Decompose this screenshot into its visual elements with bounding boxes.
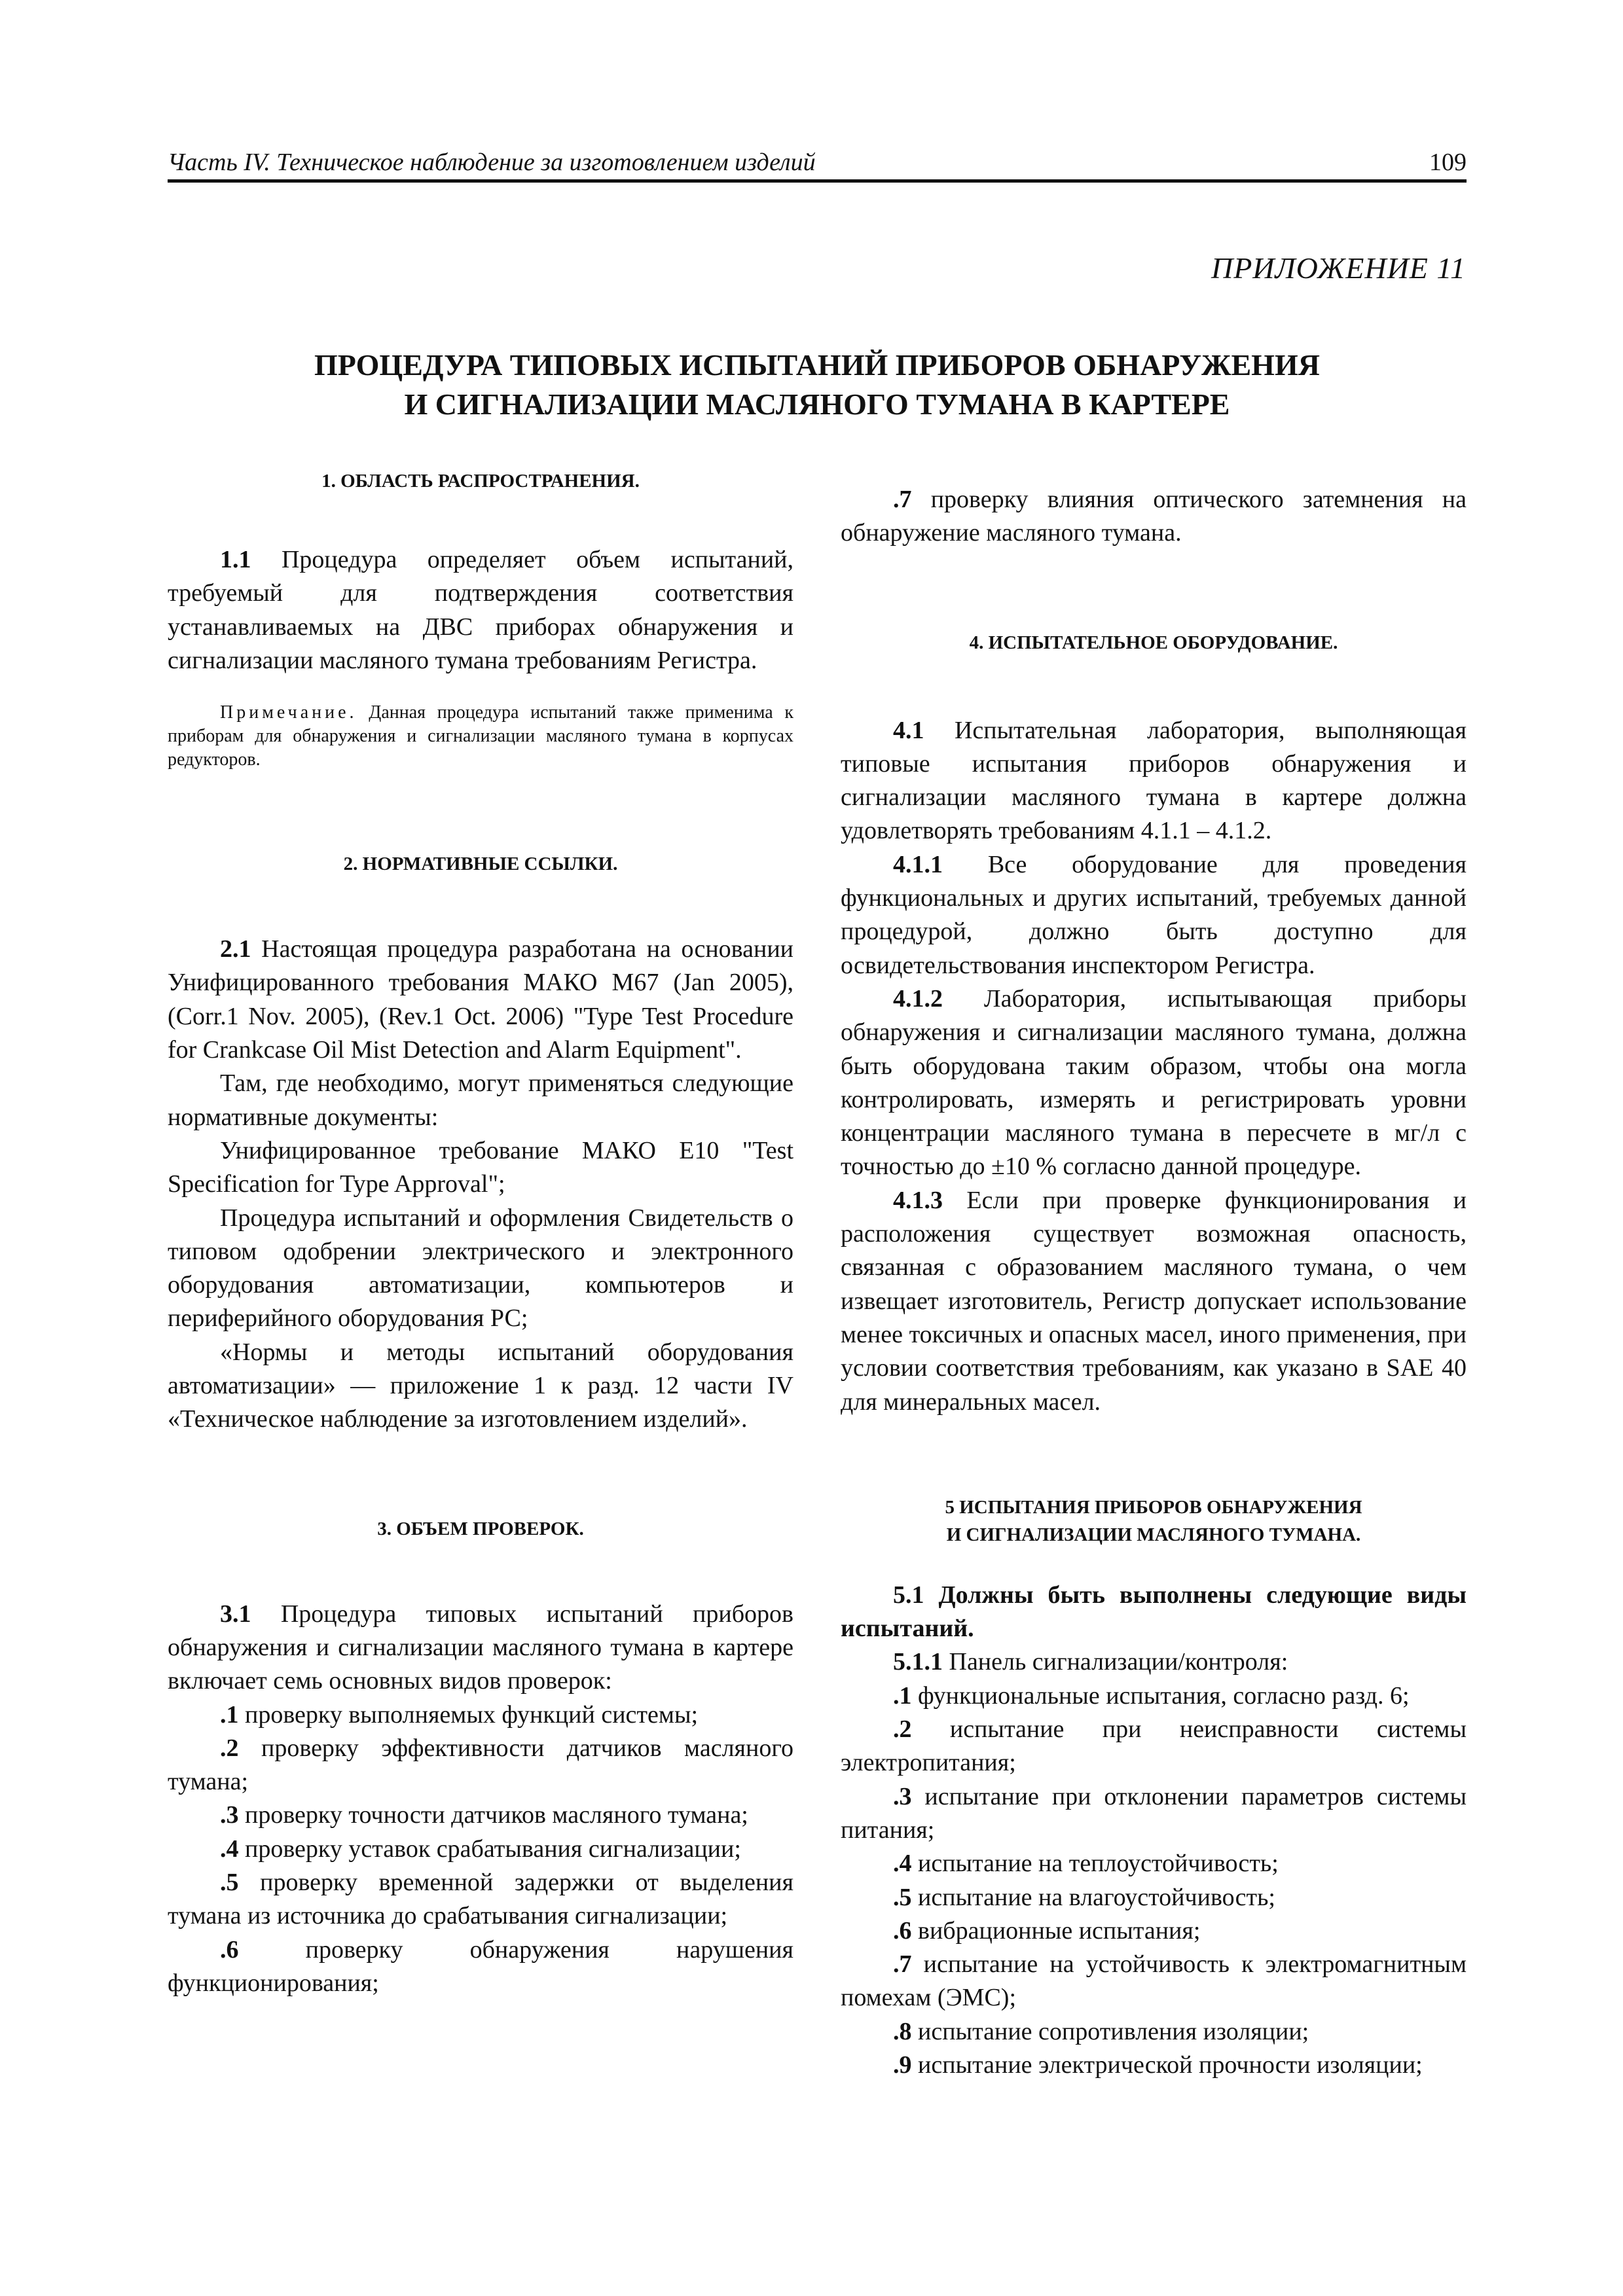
right-column — [841, 483, 1467, 2082]
section-5-heading-line-1: 5 ИСПЫТАНИЯ ПРИБОРОВ ОБНАРУЖЕНИЯ — [945, 1496, 1362, 1518]
section-5-heading-line-2: И СИГНАЛИЗАЦИИ МАСЛЯНОГО ТУМАНА. — [946, 1524, 1361, 1545]
paragraph-2-5: «Нормы и методы испытаний оборудования автоматизации» — приложение 1 к разд. 12 части IV «Техническое наблюдение за изготовлением изделий». — [168, 1338, 793, 1433]
item-text: проверку эффективности датчиков масляного тумана; — [168, 1734, 793, 1796]
paragraph-2-3: Унифицированное требование МАКО Е10 "Test Specification for Type Approval"; — [168, 1136, 793, 1198]
item-text: проверку точности датчиков масляного тумана; — [238, 1801, 748, 1829]
list-item — [841, 2015, 1467, 2049]
list-item — [168, 1698, 793, 1732]
item-number: .2 — [893, 1715, 912, 1744]
section-5-heading — [841, 1494, 1467, 1549]
paragraph-text: Панель сигнализации/контроля: — [943, 1648, 1288, 1676]
list-item — [168, 1866, 793, 1933]
paragraph-text: проверку влияния оптического затемнения на обнаружение масляного тумана. — [841, 486, 1467, 547]
list-item — [841, 1914, 1467, 1948]
paragraph-1-1 — [168, 543, 793, 677]
list-item — [841, 1713, 1467, 1780]
paragraph-4-1-1 — [841, 848, 1467, 982]
item-number: .8 — [893, 2017, 912, 2045]
page-number: 109 — [1429, 149, 1467, 176]
document-title-line-1: ПРОЦЕДУРА ТИПОВЫХ ИСПЫТАНИЙ ПРИБОРОВ ОБНАРУЖЕНИЯ — [314, 348, 1320, 382]
paragraph-3-7 — [841, 483, 1467, 550]
item-text: вибрационные испытания; — [911, 1916, 1201, 1945]
item-number: .6 — [893, 1916, 912, 1945]
item-number: .6 — [220, 1935, 239, 1964]
note — [168, 701, 793, 772]
item-number: .4 — [893, 1850, 912, 1878]
item-text: проверку обнаружения нарушения функционирования; — [168, 1935, 793, 1997]
item-text: испытание сопротивления изоляции; — [911, 2017, 1309, 2045]
list-item — [841, 2049, 1467, 2082]
item-text: испытание на влагоустойчивость; — [911, 1883, 1275, 1911]
paragraph-text: Все оборудование для проведения функциональных и других испытаний, требуемых данной процедурой, должно быть доступно для освидетельствования инспектором Регистра. — [841, 850, 1467, 979]
item-text: проверку временной задержки от выделения тумана из источника до срабатывания сигнализации; — [168, 1869, 793, 1930]
item-text: испытание на теплоустойчивость; — [911, 1850, 1279, 1878]
item-number: .3 — [893, 1782, 912, 1810]
paragraph-number: 5.1.1 — [893, 1648, 943, 1676]
item-text: функциональные испытания, согласно разд. 6; — [911, 1681, 1410, 1710]
item-number: .7 — [893, 1950, 912, 1979]
list-item — [168, 1833, 793, 1866]
list-item — [168, 1732, 793, 1799]
item-number: .1 — [893, 1681, 912, 1710]
paragraph-text: Процедура определяет объем испытаний, требуемый для подтверждения соответствия устанавливаемых на ДВС приборах обнаружения и сигнализации масляного тумана требованиям Регистра. — [168, 546, 793, 674]
item-number: .1 — [220, 1700, 239, 1729]
paragraph-number: 1.1 — [220, 546, 251, 573]
paragraph-3-1 — [168, 1598, 793, 1698]
paragraph-number: 4.1.2 — [893, 984, 943, 1013]
list-item — [841, 1780, 1467, 1848]
item-text: испытание при неисправности системы электропитания; — [841, 1715, 1467, 1777]
paragraph-number: 4.1 — [893, 716, 924, 744]
section-3-heading: 3. ОБЪЕМ ПРОВЕРОК. — [377, 1518, 584, 1539]
paragraph-text: Лаборатория, испытывающая приборы обнаружения и сигнализации масляного тумана, должна быть оборудована таким образом, чтобы она могла контролировать, измерять и регистрировать уровни концентрации масляного тумана в пересчете в мг/л с точностью до ±10 % согласно данной процедуре. — [841, 984, 1467, 1181]
list-item — [841, 1847, 1467, 1880]
paragraph-4-1-3 — [841, 1184, 1467, 1419]
paragraph-4-1-2 — [841, 982, 1467, 1184]
item-text: испытание на устойчивость к электромагнитным помехам (ЭМС); — [841, 1950, 1467, 2012]
paragraph-2-2: Там, где необходимо, могут применяться следующие нормативные документы: — [168, 1069, 793, 1131]
item-number: .3 — [220, 1801, 239, 1829]
paragraph-number: 3.1 — [220, 1600, 251, 1628]
item-text: испытание электрической прочности изоляции; — [911, 2051, 1423, 2079]
list-item — [168, 1933, 793, 2001]
item-text: проверку выполняемых функций системы; — [238, 1700, 699, 1729]
document-title-line-2: И СИГНАЛИЗАЦИИ МАСЛЯНОГО ТУМАНА В КАРТЕРЕ — [404, 387, 1230, 421]
paragraph-number: 4.1.1 — [893, 850, 943, 878]
paragraph-text: Испытательная лаборатория, выполняющая типовые испытания приборов обнаружения и сигнализации масляного тумана в картере должна удовлетворять требованиям 4.1.1 – 4.1.2. — [841, 716, 1467, 845]
section-4-heading: 4. ИСПЫТАТЕЛЬНОЕ ОБОРУДОВАНИЕ. — [969, 632, 1338, 653]
document-title — [168, 346, 1467, 424]
paragraph-text: Если при проверке функционирования и расположения существует возможная опасность, связанная с образованием масляного тумана, о чем извещает изготовитель, Регистр допускает использование менее токсичных и опасных масел, иного применения, при условии соответствия требованиям, как указано в SAE 40 для минеральных масел. — [841, 1186, 1467, 1416]
item-number: .2 — [220, 1734, 239, 1762]
header-title: Часть IV. Техническое наблюдение за изготовлением изделий — [168, 149, 816, 176]
paragraph-number: 4.1.3 — [893, 1186, 943, 1214]
paragraph-number: .7 — [893, 486, 912, 513]
section-1-heading: 1. ОБЛАСТЬ РАСПРОСТРАНЕНИЯ. — [321, 471, 640, 492]
item-text: проверку уставок срабатывания сигнализации; — [238, 1835, 741, 1863]
section-2-heading: 2. НОРМАТИВНЫЕ ССЫЛКИ. — [343, 853, 618, 875]
appendix-label: ПРИЛОЖЕНИЕ 11 — [1211, 251, 1466, 285]
paragraph-2-4: Процедура испытаний и оформления Свидетельств о типовом одобрении электрического и электронного оборудования автоматизации, компьютеров и периферийного оборудования РС; — [168, 1204, 793, 1333]
item-number: .5 — [893, 1883, 912, 1911]
paragraph-5-1: 5.1 Должны быть выполнены следующие виды испытаний. — [841, 1581, 1467, 1643]
list-item — [841, 1948, 1467, 2015]
list-item — [168, 1799, 793, 1832]
item-text: испытание при отклонении параметров системы питания; — [841, 1782, 1467, 1844]
header-rule — [168, 179, 1467, 183]
paragraph-text: Настоящая процедура разработана на основании Унифицированного требования МАКО М67 (Jan 2005), (Corr.1 Nov. 2005), (Rev.1 Oct. 2006) "Type Test Procedure for Crankcase Oil Mist Detection and Alarm Equipment". — [168, 935, 793, 1064]
note-text: Данная процедура испытаний также применима к приборам для обнаружения и сигнализации масляного тумана в корпусах редукторов. — [168, 702, 793, 770]
paragraph-number: 2.1 — [220, 935, 251, 963]
paragraph-2-1 — [168, 933, 793, 1067]
running-header — [168, 145, 1467, 179]
item-number: .4 — [220, 1835, 239, 1863]
paragraph-text: Процедура типовых испытаний приборов обнаружения и сигнализации масляного тумана в картере включает семь основных видов проверок: — [168, 1600, 793, 1695]
paragraph-4-1 — [841, 714, 1467, 848]
paragraph-5-1-1 — [841, 1645, 1467, 1679]
list-item — [841, 1679, 1467, 1713]
note-label: Примечание. — [220, 702, 357, 723]
left-column — [168, 467, 793, 2000]
list-item — [841, 1881, 1467, 1914]
item-number: .5 — [220, 1869, 239, 1897]
item-number: .9 — [893, 2051, 912, 2079]
